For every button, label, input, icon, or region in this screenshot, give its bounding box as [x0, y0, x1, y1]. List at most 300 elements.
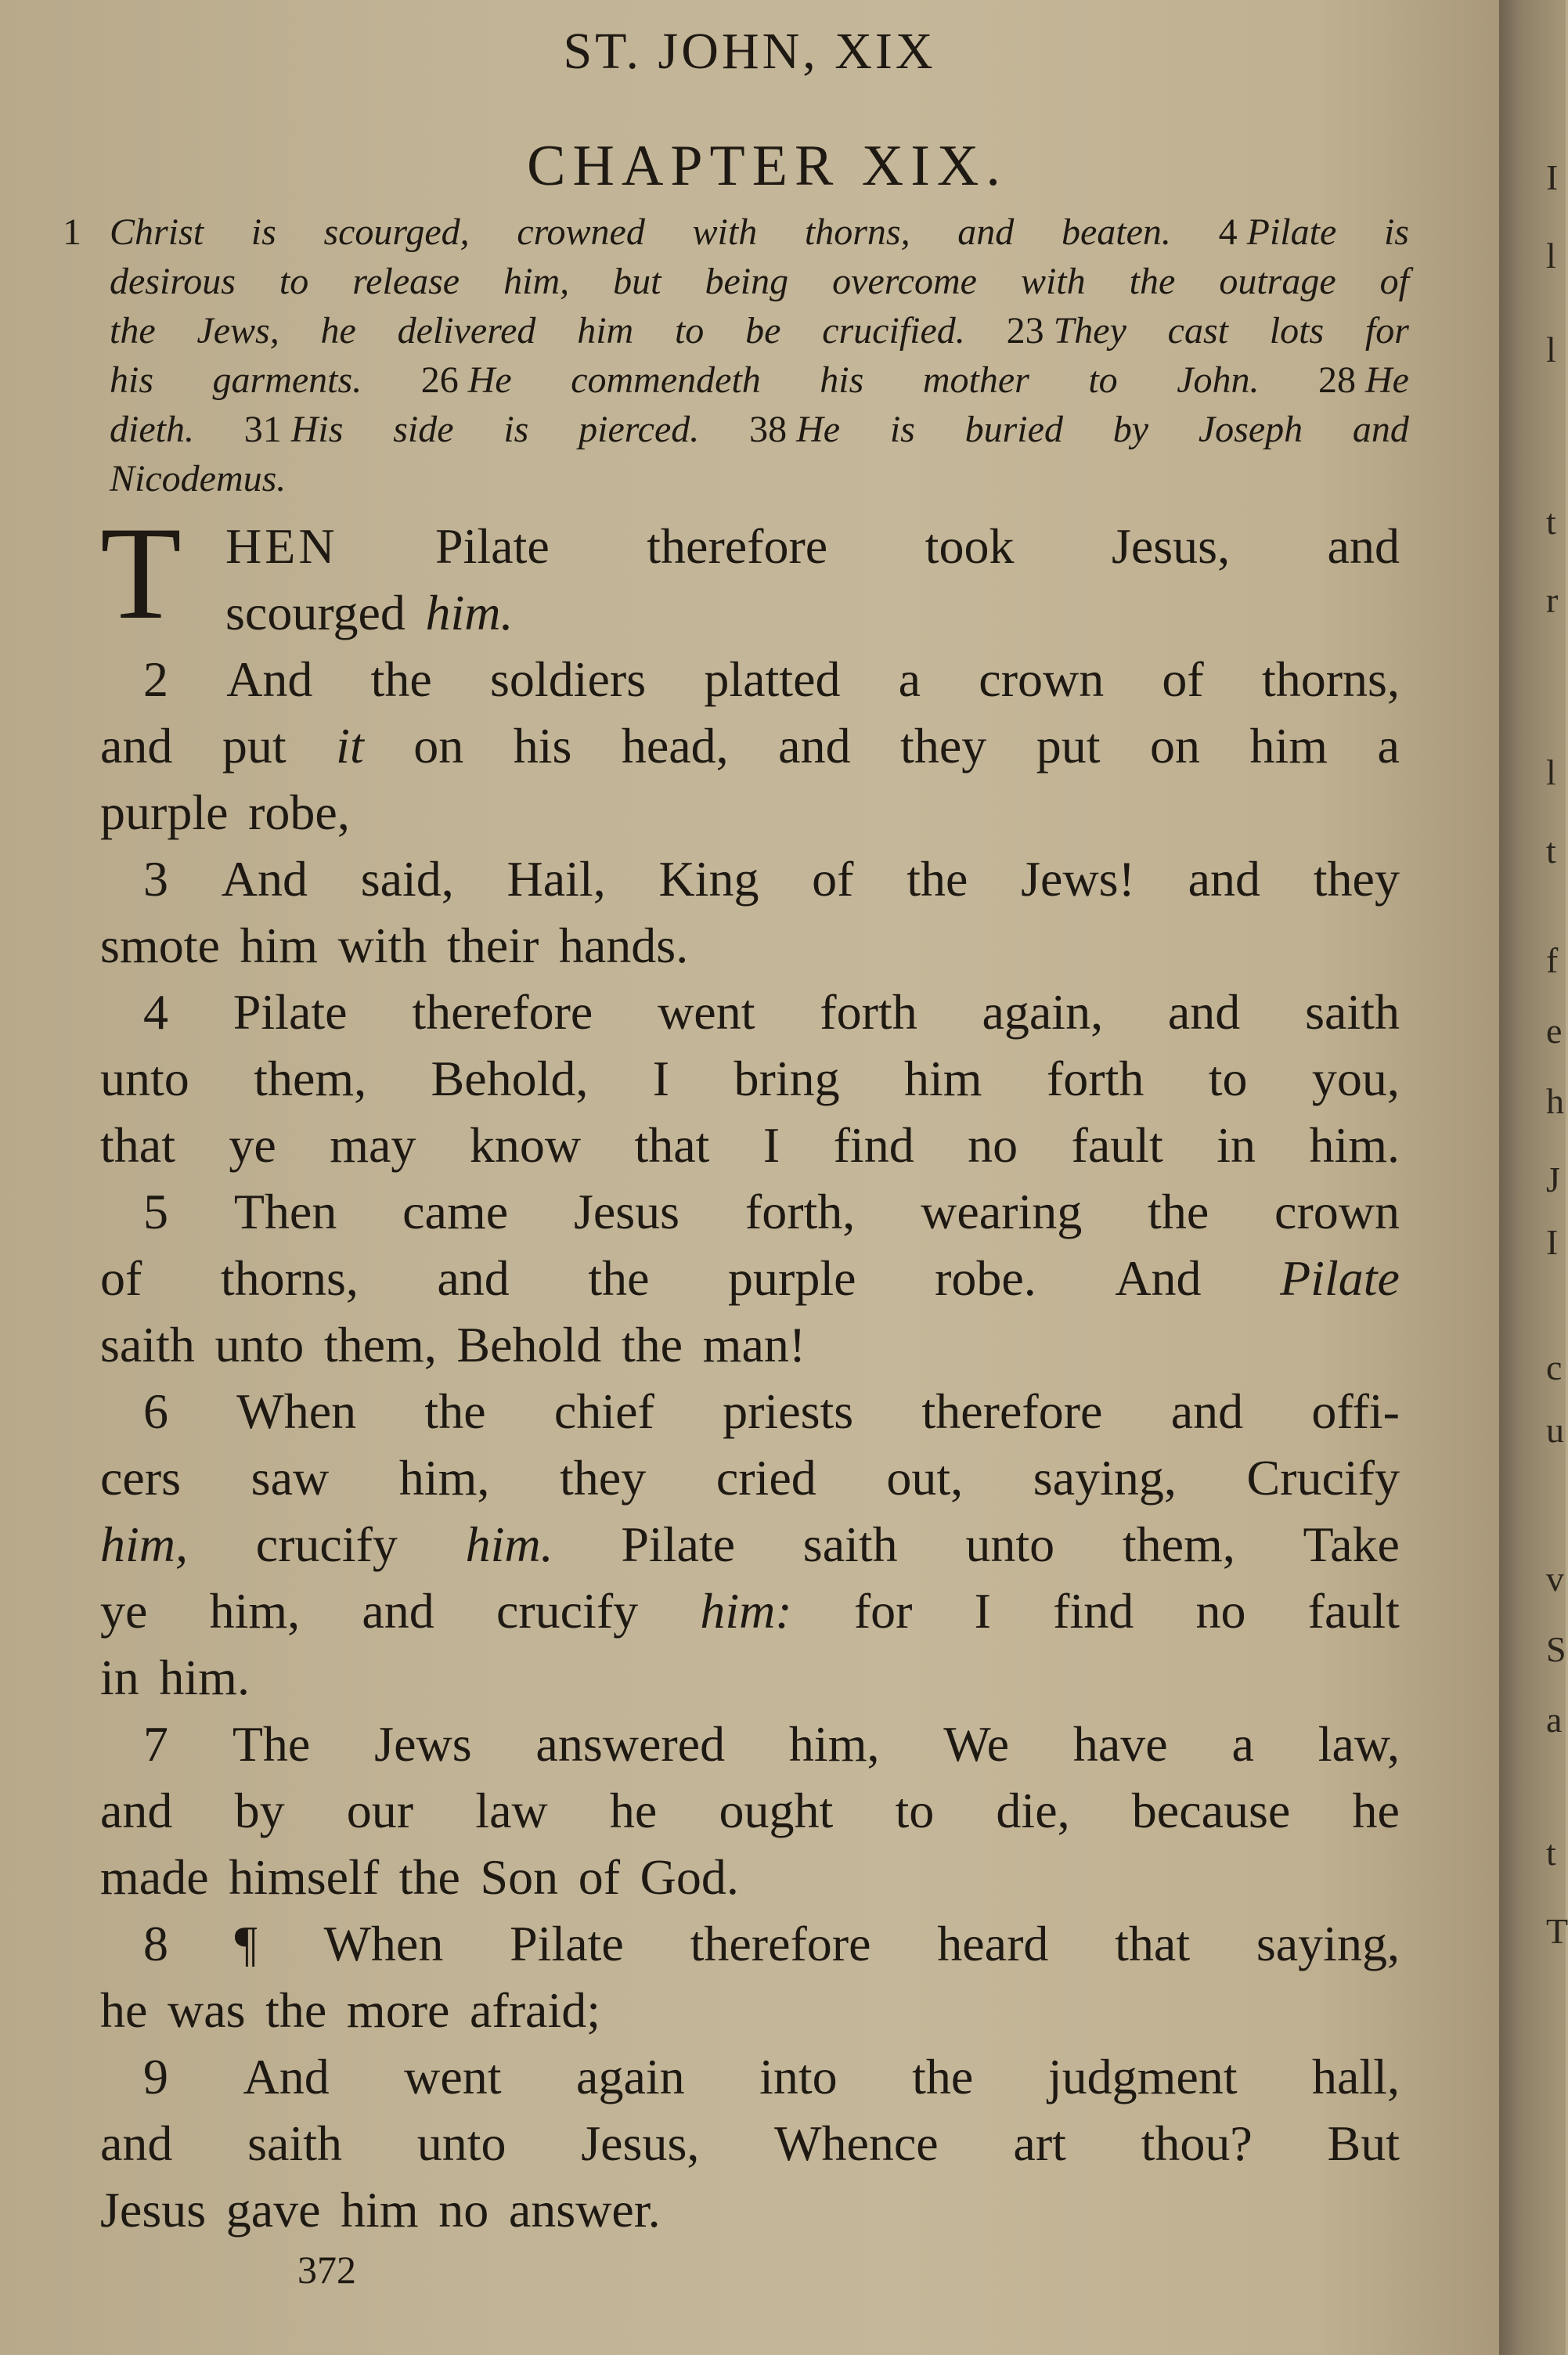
summary-word: is — [1383, 211, 1409, 253]
summary-word: 28 He — [1318, 359, 1409, 401]
word: forth — [1046, 1051, 1144, 1106]
word: again, — [982, 984, 1104, 1040]
summary-lines — [110, 207, 1409, 503]
word: they — [900, 718, 987, 774]
summary-word: 26 He — [420, 359, 512, 401]
word: and — [362, 1583, 434, 1639]
text-line — [100, 846, 1400, 912]
word: Pilate — [621, 1517, 736, 1572]
summary-word: Joseph — [1198, 409, 1303, 450]
word: put — [1036, 718, 1101, 774]
word: may — [330, 1117, 416, 1173]
word: Pilate — [510, 1916, 624, 1971]
word: head, — [621, 718, 729, 774]
summary-line — [110, 355, 1409, 405]
word: saw — [251, 1450, 330, 1506]
text-line — [100, 2176, 1400, 2243]
word: him — [903, 1051, 982, 1106]
summary-word: Nicodemus. — [110, 458, 287, 499]
facing-page-glyph: l — [1546, 236, 1556, 276]
facing-page-glyph: l — [1546, 752, 1556, 792]
summary-word: to — [1088, 359, 1118, 401]
summary-word: overcome — [832, 261, 977, 302]
word: them, — [1122, 1517, 1235, 1572]
word: put — [222, 718, 287, 774]
word: chief — [553, 1383, 654, 1439]
word: heard — [937, 1916, 1049, 1971]
word: their — [447, 918, 539, 973]
word: they — [560, 1450, 647, 1506]
summary-word: be — [745, 310, 781, 352]
word: When — [323, 1916, 444, 1971]
word: thorns, — [1261, 651, 1400, 707]
word: Pilate — [435, 518, 550, 574]
word: gave — [225, 2182, 321, 2238]
word: I — [652, 1051, 670, 1106]
summary-verse-number: 1 — [63, 211, 81, 253]
summary-word: beaten. — [1061, 211, 1171, 253]
word: scourged — [225, 585, 406, 640]
word: And — [1115, 1250, 1202, 1306]
word: smote — [100, 918, 220, 973]
word: robe, — [248, 784, 350, 840]
text-line — [100, 1311, 1400, 1378]
word: him. — [159, 1650, 250, 1705]
verse-number: 9 — [143, 2049, 168, 2104]
text-line — [100, 1112, 1400, 1178]
facing-page-glyph: t — [1546, 502, 1556, 542]
facing-page-glyph: h — [1546, 1081, 1564, 1121]
word: answer. — [508, 2182, 661, 2238]
word: know — [469, 1117, 582, 1173]
word: saith — [1305, 984, 1400, 1040]
word: and — [100, 718, 173, 774]
word: that — [1115, 1916, 1191, 1971]
summary-word: cast — [1167, 310, 1228, 352]
word: and — [1170, 1383, 1244, 1439]
summary-line — [110, 454, 1409, 503]
word: unto — [416, 2115, 506, 2171]
word: cried — [716, 1450, 816, 1506]
summary-word: him, — [503, 261, 570, 302]
word: the — [588, 1250, 650, 1306]
word: a — [1377, 718, 1400, 774]
summary-line — [110, 405, 1409, 454]
summary-word: crucified. — [822, 310, 965, 352]
word: Pilate — [232, 984, 348, 1040]
text-line — [100, 2110, 1400, 2176]
text-line — [100, 1245, 1400, 1311]
text-line — [100, 1644, 1400, 1711]
summary-word: but — [613, 261, 661, 302]
word: them, — [254, 1051, 367, 1106]
word: Son — [480, 1849, 559, 1905]
text-lines — [100, 646, 1400, 2243]
word: Jesus, — [581, 2115, 700, 2171]
word: crown — [979, 651, 1105, 707]
word: forth, — [744, 1184, 856, 1239]
verse-1 — [100, 499, 1400, 647]
word: he — [609, 1783, 658, 1838]
word: therefore — [690, 1916, 871, 1971]
word: soldiers — [490, 651, 647, 707]
summary-word: of — [1379, 261, 1409, 302]
word: have — [1072, 1716, 1168, 1772]
word: And — [243, 2049, 330, 2104]
summary-word: release — [352, 261, 460, 302]
summary-line — [110, 257, 1409, 306]
word: took — [925, 518, 1015, 574]
text-line — [100, 1844, 1400, 1910]
summary-word: 4 Pilate — [1218, 211, 1337, 253]
word: and — [1167, 984, 1241, 1040]
word: purple — [100, 784, 229, 840]
word: with — [337, 918, 427, 973]
word: offi- — [1311, 1383, 1400, 1439]
word: fault — [1307, 1583, 1400, 1639]
chapter-summary — [63, 207, 1409, 503]
word: forth — [820, 984, 917, 1040]
summary-word: commendeth — [571, 359, 761, 401]
word: answered — [535, 1716, 726, 1772]
word: law — [475, 1783, 548, 1838]
word: of — [812, 851, 854, 907]
text-line — [100, 1178, 1400, 1245]
word: a — [1231, 1716, 1254, 1772]
text-line — [100, 1711, 1400, 1777]
word: die, — [996, 1783, 1070, 1838]
word: God. — [640, 1849, 739, 1905]
word: saith — [802, 1517, 898, 1572]
verse-number: 4 — [143, 984, 168, 1040]
word: him — [240, 918, 319, 973]
summary-word: for — [1364, 310, 1409, 352]
summary-word: and — [957, 211, 1015, 253]
word: him. — [425, 585, 514, 640]
word: he — [1352, 1783, 1400, 1838]
verse-number: 2 — [143, 651, 168, 707]
summary-word: desirous — [110, 261, 236, 302]
summary-line — [110, 306, 1409, 355]
word: crucify — [255, 1517, 398, 1572]
summary-word: delivered — [397, 310, 536, 352]
word: no — [968, 1117, 1018, 1173]
summary-line — [110, 207, 1409, 257]
word: was — [168, 1982, 246, 2038]
running-head: ST. JOHN, XIX — [563, 23, 936, 80]
word: and — [100, 2115, 173, 2171]
word: ye — [100, 1583, 148, 1639]
word: to — [895, 1783, 935, 1838]
summary-word: and — [1352, 409, 1409, 450]
text-line — [100, 1977, 1400, 2043]
summary-word: being — [705, 261, 789, 302]
word: thou? — [1141, 2115, 1253, 2171]
word: and — [100, 1783, 173, 1838]
word: cers — [100, 1450, 182, 1506]
word: the — [370, 651, 432, 707]
word: therefore — [921, 1383, 1103, 1439]
word: ought — [719, 1783, 834, 1838]
word: him, — [398, 1450, 490, 1506]
word: thorns, — [220, 1250, 359, 1306]
text-line — [100, 1444, 1400, 1511]
text-line — [100, 1578, 1400, 1644]
word: Then — [233, 1184, 337, 1239]
summary-word: scourged, — [323, 211, 470, 253]
word: and — [778, 718, 851, 774]
word: him. — [465, 1517, 553, 1572]
word: Jesus — [100, 2182, 207, 2238]
word: our — [346, 1783, 414, 1838]
word: that — [100, 1117, 175, 1173]
text-line — [100, 779, 1400, 846]
word: the — [424, 1383, 486, 1439]
summary-word: his — [820, 359, 864, 401]
word: When — [236, 1383, 357, 1439]
summary-word: mother — [922, 359, 1029, 401]
word: find — [1053, 1583, 1134, 1639]
word: it — [336, 718, 364, 774]
word: hands. — [558, 918, 689, 973]
word: Jews — [374, 1716, 472, 1772]
facing-page-glyph: t — [1546, 831, 1556, 871]
summary-word: dieth. — [110, 409, 194, 450]
word: Behold, — [431, 1051, 589, 1106]
word: The — [232, 1716, 311, 1772]
word: into — [759, 2049, 838, 2104]
word: crucify — [496, 1583, 639, 1639]
word: more — [346, 1982, 450, 2038]
word: to — [1208, 1051, 1248, 1106]
facing-page-edge — [1499, 0, 1566, 2355]
word: King — [658, 851, 759, 907]
word: himself — [229, 1849, 380, 1905]
word: afraid; — [470, 1982, 600, 2038]
word: by — [234, 1783, 285, 1838]
word: Take — [1303, 1517, 1400, 1572]
word: I — [974, 1583, 991, 1639]
facing-page-glyph: J — [1546, 1159, 1560, 1199]
summary-word: the — [110, 310, 156, 352]
verse-1-line — [225, 579, 1400, 646]
word: him, — [788, 1716, 880, 1772]
summary-word: the — [1129, 261, 1176, 302]
facing-page-glyph: f — [1546, 940, 1559, 980]
word: Jews! — [1021, 851, 1135, 907]
word: Jesus — [573, 1184, 680, 1239]
word: the — [907, 851, 968, 907]
word: in — [100, 1650, 139, 1705]
word: hall, — [1312, 2049, 1400, 2104]
verse-number: 5 — [143, 1184, 168, 1239]
word: Hail, — [506, 851, 606, 907]
word: on — [1149, 718, 1200, 774]
word: the — [912, 2049, 974, 2104]
word: his — [513, 718, 572, 774]
summary-word: John. — [1177, 359, 1260, 401]
word: priests — [723, 1383, 854, 1439]
verse-1-smallcaps: HEN — [225, 518, 338, 574]
text-line — [100, 1511, 1400, 1578]
word: fault — [1071, 1117, 1163, 1173]
word: him, — [209, 1583, 301, 1639]
word: find — [833, 1117, 914, 1173]
summary-word: lots — [1269, 310, 1325, 352]
summary-word: pierced. — [579, 409, 700, 450]
word: of — [100, 1250, 142, 1306]
text-line — [100, 1378, 1400, 1444]
word: and — [1188, 851, 1261, 907]
word: saying, — [1033, 1450, 1177, 1506]
word: purple — [728, 1250, 856, 1306]
summary-word: with — [692, 211, 758, 253]
word: Jesus, — [1111, 518, 1231, 574]
word: unto — [214, 1317, 305, 1372]
page-number: 372 — [297, 2248, 356, 2292]
word: a — [898, 651, 921, 707]
word: saith — [100, 1317, 195, 1372]
word: said, — [360, 851, 454, 907]
verse-number: 8 — [143, 1916, 168, 1971]
word: them, — [323, 1317, 437, 1372]
verse-number: 7 — [143, 1716, 168, 1772]
text-line — [100, 1910, 1400, 1977]
word: And — [221, 851, 308, 907]
verse-number: 3 — [143, 851, 168, 907]
facing-page-glyph: S — [1546, 1629, 1566, 1669]
word: And — [226, 651, 313, 707]
word: Behold — [456, 1317, 602, 1372]
summary-word: outrage — [1219, 261, 1336, 302]
word: because — [1131, 1783, 1291, 1838]
summary-word: Jews, — [196, 310, 279, 352]
word: went — [404, 2049, 502, 2104]
facing-page-glyph: v — [1546, 1559, 1564, 1599]
summary-word: to — [279, 261, 309, 302]
word: unto — [965, 1517, 1055, 1572]
word: Pilate — [1280, 1250, 1400, 1306]
word: ye — [229, 1117, 276, 1173]
word: crown — [1274, 1184, 1400, 1239]
word: judgment — [1047, 2049, 1238, 2104]
summary-word: 31 His — [243, 409, 344, 450]
word: went — [658, 984, 755, 1040]
word: unto — [100, 1051, 189, 1106]
word: wearing — [921, 1184, 1083, 1239]
word: they — [1313, 851, 1400, 907]
word: of — [578, 1849, 621, 1905]
word: him. — [1309, 1117, 1400, 1173]
text-line — [100, 979, 1400, 1045]
facing-page-glyph: I — [1546, 157, 1559, 197]
text-line — [100, 646, 1400, 712]
verse-number: 6 — [143, 1383, 168, 1439]
summary-word: to — [674, 310, 705, 352]
chapter-title: CHAPTER XIX. — [527, 134, 1007, 198]
text-line — [100, 712, 1400, 779]
summary-word: is — [503, 409, 529, 450]
word: on — [413, 718, 464, 774]
summary-word: is — [889, 409, 915, 450]
facing-page-glyph: u — [1546, 1410, 1564, 1450]
word: and — [1327, 518, 1400, 574]
word: of — [1162, 651, 1204, 707]
word: and — [437, 1250, 510, 1306]
word: that — [634, 1117, 710, 1173]
word: the — [1148, 1184, 1209, 1239]
verse-1-line — [225, 513, 1400, 579]
facing-page-glyph: r — [1546, 580, 1559, 620]
word: Crucify — [1246, 1450, 1400, 1506]
word: out, — [886, 1450, 964, 1506]
summary-word: side — [393, 409, 454, 450]
summary-word: he — [320, 310, 356, 352]
scripture-text — [100, 499, 1400, 2243]
word: saying, — [1256, 1916, 1400, 1971]
summary-word: thorns, — [804, 211, 910, 253]
word: him — [341, 2182, 419, 2238]
summary-word: is — [251, 211, 276, 253]
word: law, — [1317, 1716, 1400, 1772]
drop-cap: T — [100, 499, 182, 647]
word: therefore — [647, 518, 828, 574]
summary-word: garments. — [212, 359, 362, 401]
word: ¶ — [234, 1916, 258, 1971]
word: in — [1217, 1117, 1256, 1173]
summary-word: crowned — [517, 211, 645, 253]
facing-page-glyph: I — [1546, 1222, 1559, 1262]
text-line — [100, 1777, 1400, 1844]
facing-page-glyph: c — [1546, 1347, 1563, 1387]
text-line — [100, 2043, 1400, 2110]
word: the — [621, 1317, 683, 1372]
word: for — [853, 1583, 913, 1639]
summary-word: him — [577, 310, 634, 352]
word: I — [762, 1117, 780, 1173]
word: the — [398, 1849, 460, 1905]
word: made — [100, 1849, 209, 1905]
word: man! — [702, 1317, 806, 1372]
word: him — [1249, 718, 1328, 774]
summary-word: by — [1112, 409, 1149, 450]
facing-page-glyph: T — [1546, 1911, 1568, 1951]
word: you, — [1311, 1051, 1400, 1106]
text-line — [100, 1045, 1400, 1112]
word: the — [265, 1982, 327, 2038]
word: bring — [734, 1051, 840, 1106]
word: robe. — [935, 1250, 1036, 1306]
word: saith — [247, 2115, 342, 2171]
text-line — [100, 912, 1400, 979]
summary-word: his — [110, 359, 154, 401]
summary-word: 38 He — [749, 409, 841, 450]
word: But — [1327, 2115, 1400, 2171]
word: platted — [704, 651, 841, 707]
word: art — [1013, 2115, 1066, 2171]
summary-word: with — [1020, 261, 1086, 302]
facing-page-glyph: a — [1546, 1700, 1563, 1740]
word: him, — [100, 1517, 188, 1572]
word: he — [100, 1982, 148, 2038]
summary-word: buried — [964, 409, 1063, 450]
word: no — [1195, 1583, 1246, 1639]
facing-page-glyph: e — [1546, 1011, 1563, 1051]
summary-word: 23 They — [1006, 310, 1126, 352]
facing-page-glyph: l — [1546, 330, 1556, 370]
summary-word: Christ — [110, 211, 204, 253]
word: therefore — [412, 984, 593, 1040]
